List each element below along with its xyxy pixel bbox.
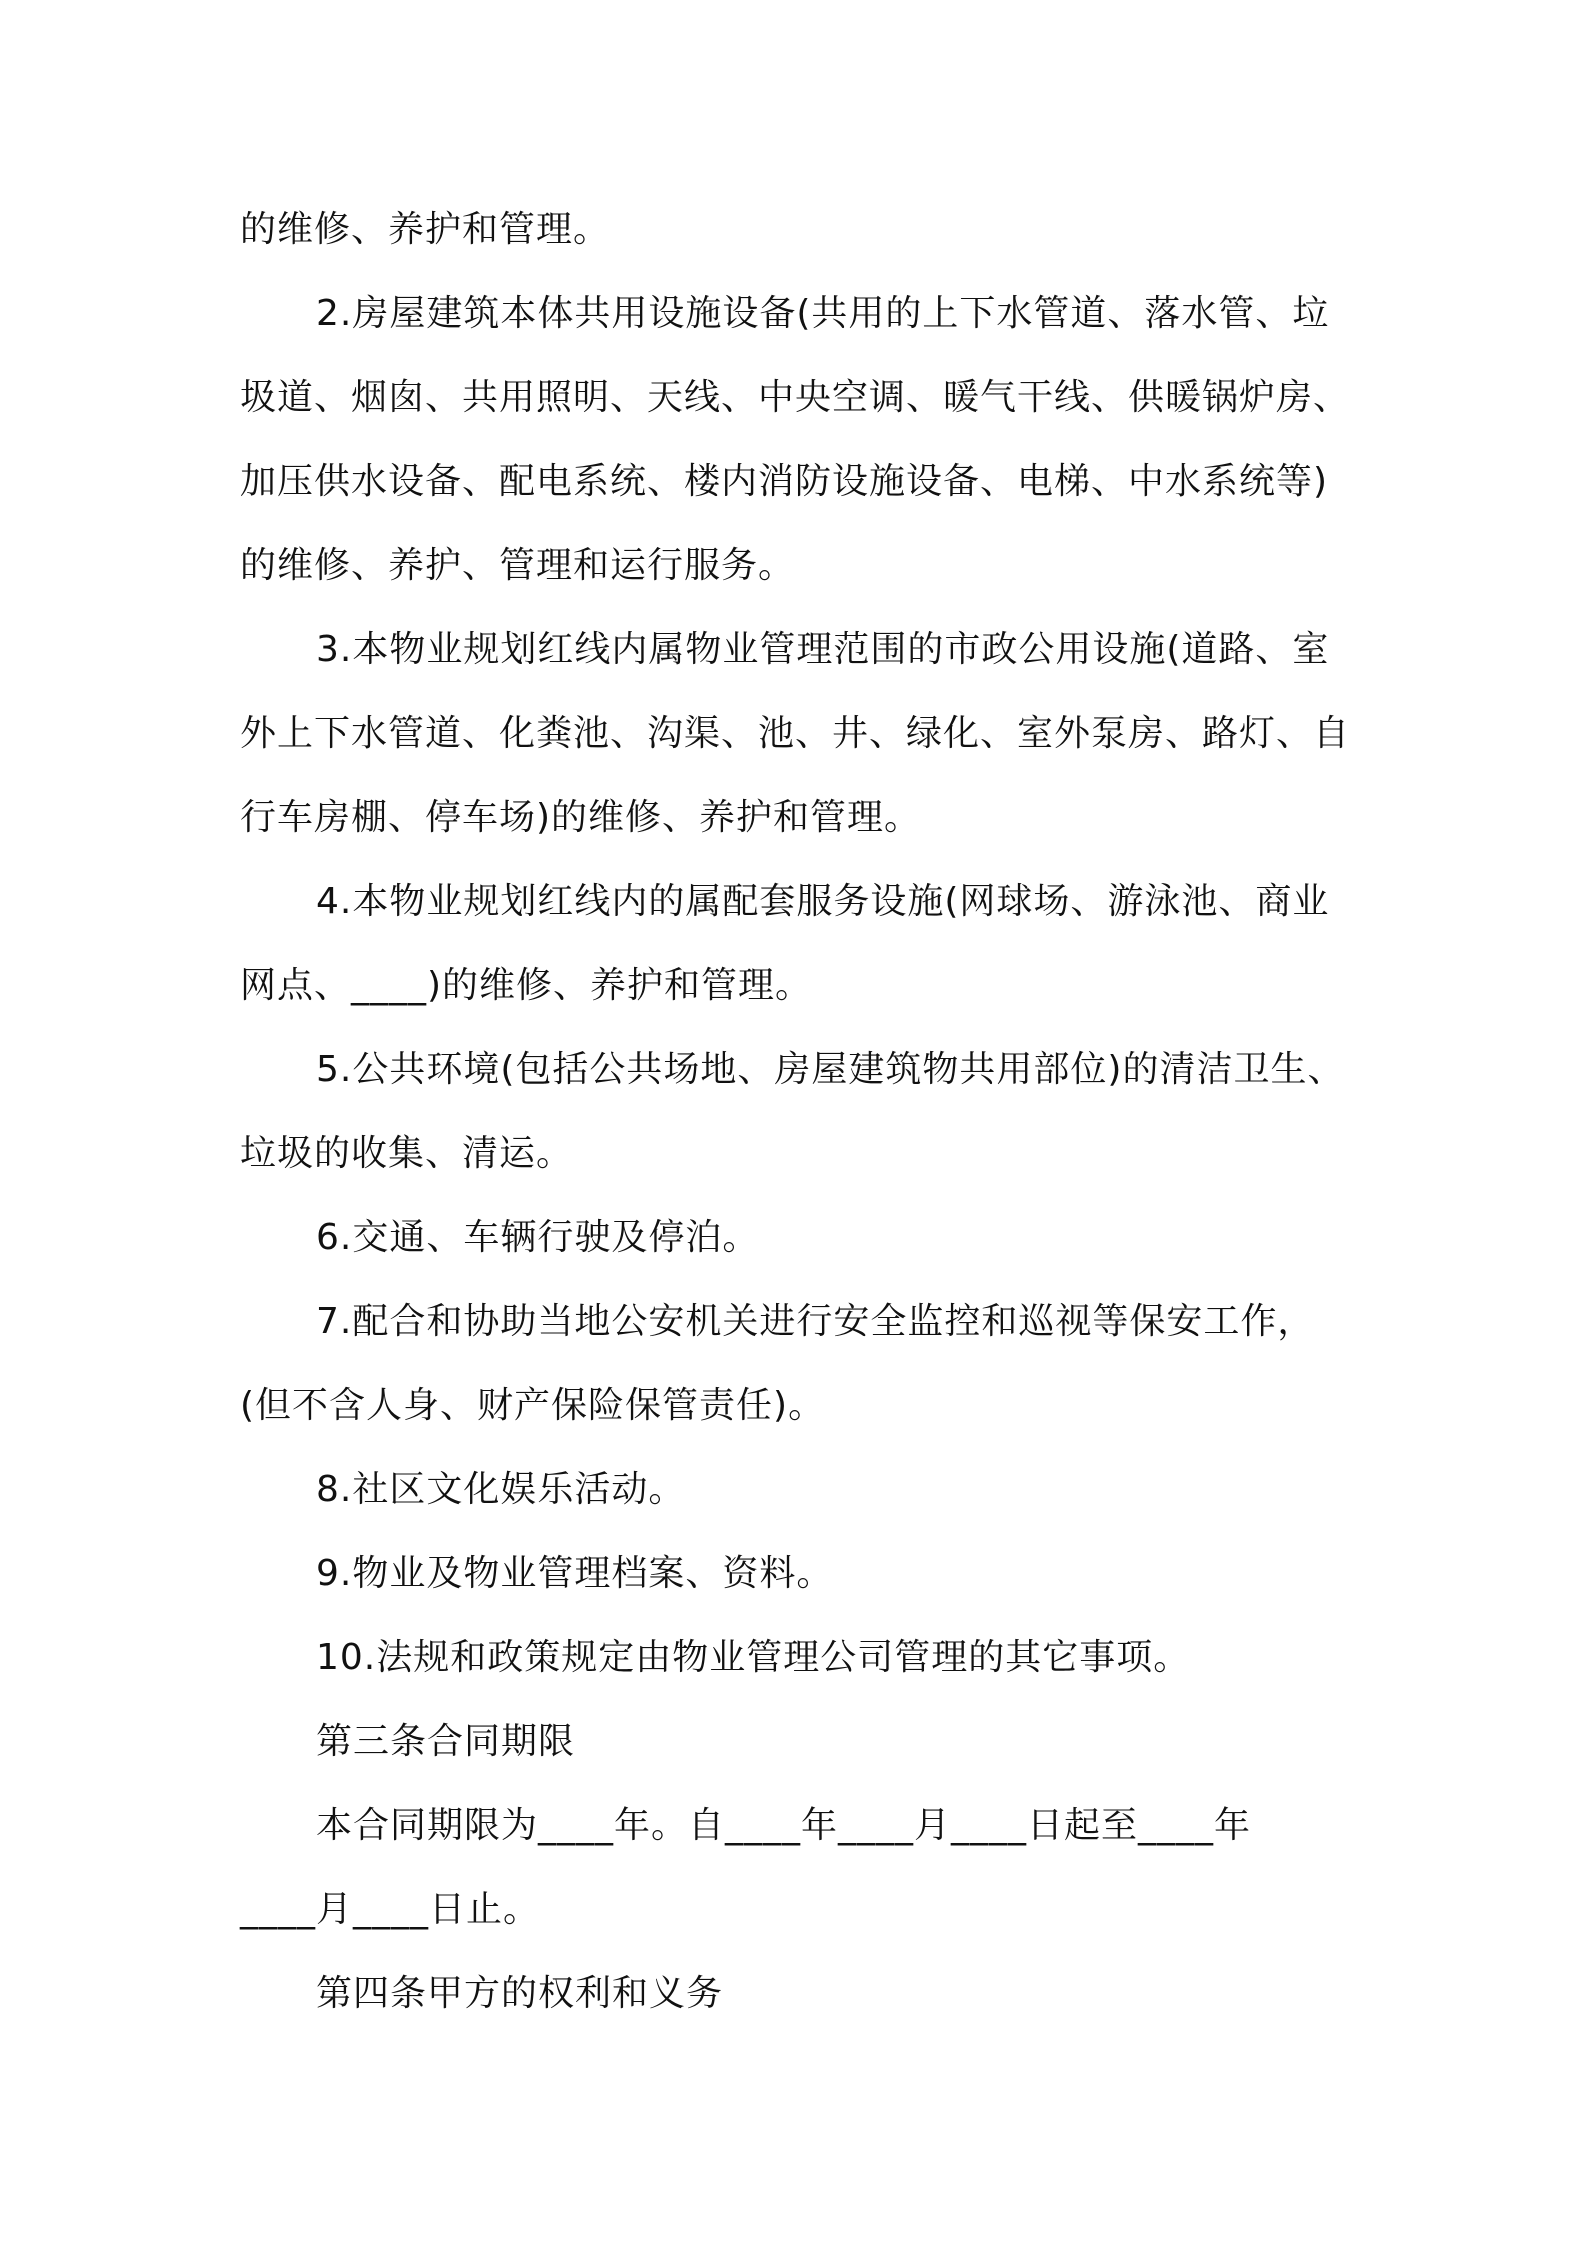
- text-line: 9.物业及物业管理档案、资料。: [316, 1553, 834, 1594]
- text-line: 垃圾的收集、清运。: [240, 1133, 574, 1174]
- text-line: 网点、____)的维修、养护和管理。: [240, 965, 813, 1006]
- paragraph-continuation: [240, 188, 1360, 272]
- paragraph-item-6: [240, 1196, 1360, 1280]
- text-line: 2.房屋建筑本体共用设施设备(共用的上下水管道、落水管、垃: [316, 293, 1330, 334]
- paragraph-item-7: [240, 1280, 1360, 1448]
- text-line: 4.本物业规划红线内的属配套服务设施(网球场、游泳池、商业: [316, 881, 1330, 922]
- text-line: 圾道、烟囱、共用照明、天线、中央空调、暖气干线、供暖锅炉房、: [240, 377, 1351, 418]
- section-heading-article-4: [240, 1952, 1360, 2036]
- paragraph-contract-term: [240, 1784, 1360, 1952]
- text-line: 外上下水管道、化粪池、沟渠、池、井、绿化、室外泵房、路灯、自: [240, 713, 1351, 754]
- paragraph-item-9: [240, 1532, 1360, 1616]
- text-line: 的维修、养护和管理。: [240, 209, 611, 250]
- text-line: 加压供水设备、配电系统、楼内消防设施设备、电梯、中水系统等): [240, 461, 1329, 502]
- text-line: 第四条甲方的权利和义务: [316, 1973, 724, 2014]
- paragraph-item-10: [240, 1616, 1360, 1700]
- text-line: 3.本物业规划红线内属物业管理范围的市政公用设施(道路、室: [316, 629, 1330, 670]
- paragraph-item-5: [240, 1028, 1360, 1196]
- paragraph-item-8: [240, 1448, 1360, 1532]
- text-line: 本合同期限为____年。自____年____月____日起至____年: [316, 1805, 1252, 1846]
- text-line: 第三条合同期限: [316, 1721, 576, 1762]
- paragraph-item-4: [240, 860, 1360, 1028]
- text-line: 行车房棚、停车场)的维修、养护和管理。: [240, 797, 922, 838]
- text-line: (但不含人身、财产保险保管责任)。: [240, 1385, 826, 1426]
- text-line: ____月____日止。: [240, 1889, 541, 1930]
- document-body: [240, 188, 1360, 2036]
- text-line: 6.交通、车辆行驶及停泊。: [316, 1217, 760, 1258]
- text-line: 10.法规和政策规定由物业管理公司管理的其它事项。: [316, 1637, 1191, 1678]
- text-line: 的维修、养护、管理和运行服务。: [240, 545, 796, 586]
- section-heading-article-3: [240, 1700, 1360, 1784]
- text-line: 8.社区文化娱乐活动。: [316, 1469, 686, 1510]
- text-line: 5.公共环境(包括公共场地、房屋建筑物共用部位)的清洁卫生、: [316, 1049, 1345, 1090]
- paragraph-item-3: [240, 608, 1360, 860]
- paragraph-item-2: [240, 272, 1360, 608]
- text-line: 7.配合和协助当地公安机关进行安全监控和巡视等保安工作，: [316, 1301, 1315, 1342]
